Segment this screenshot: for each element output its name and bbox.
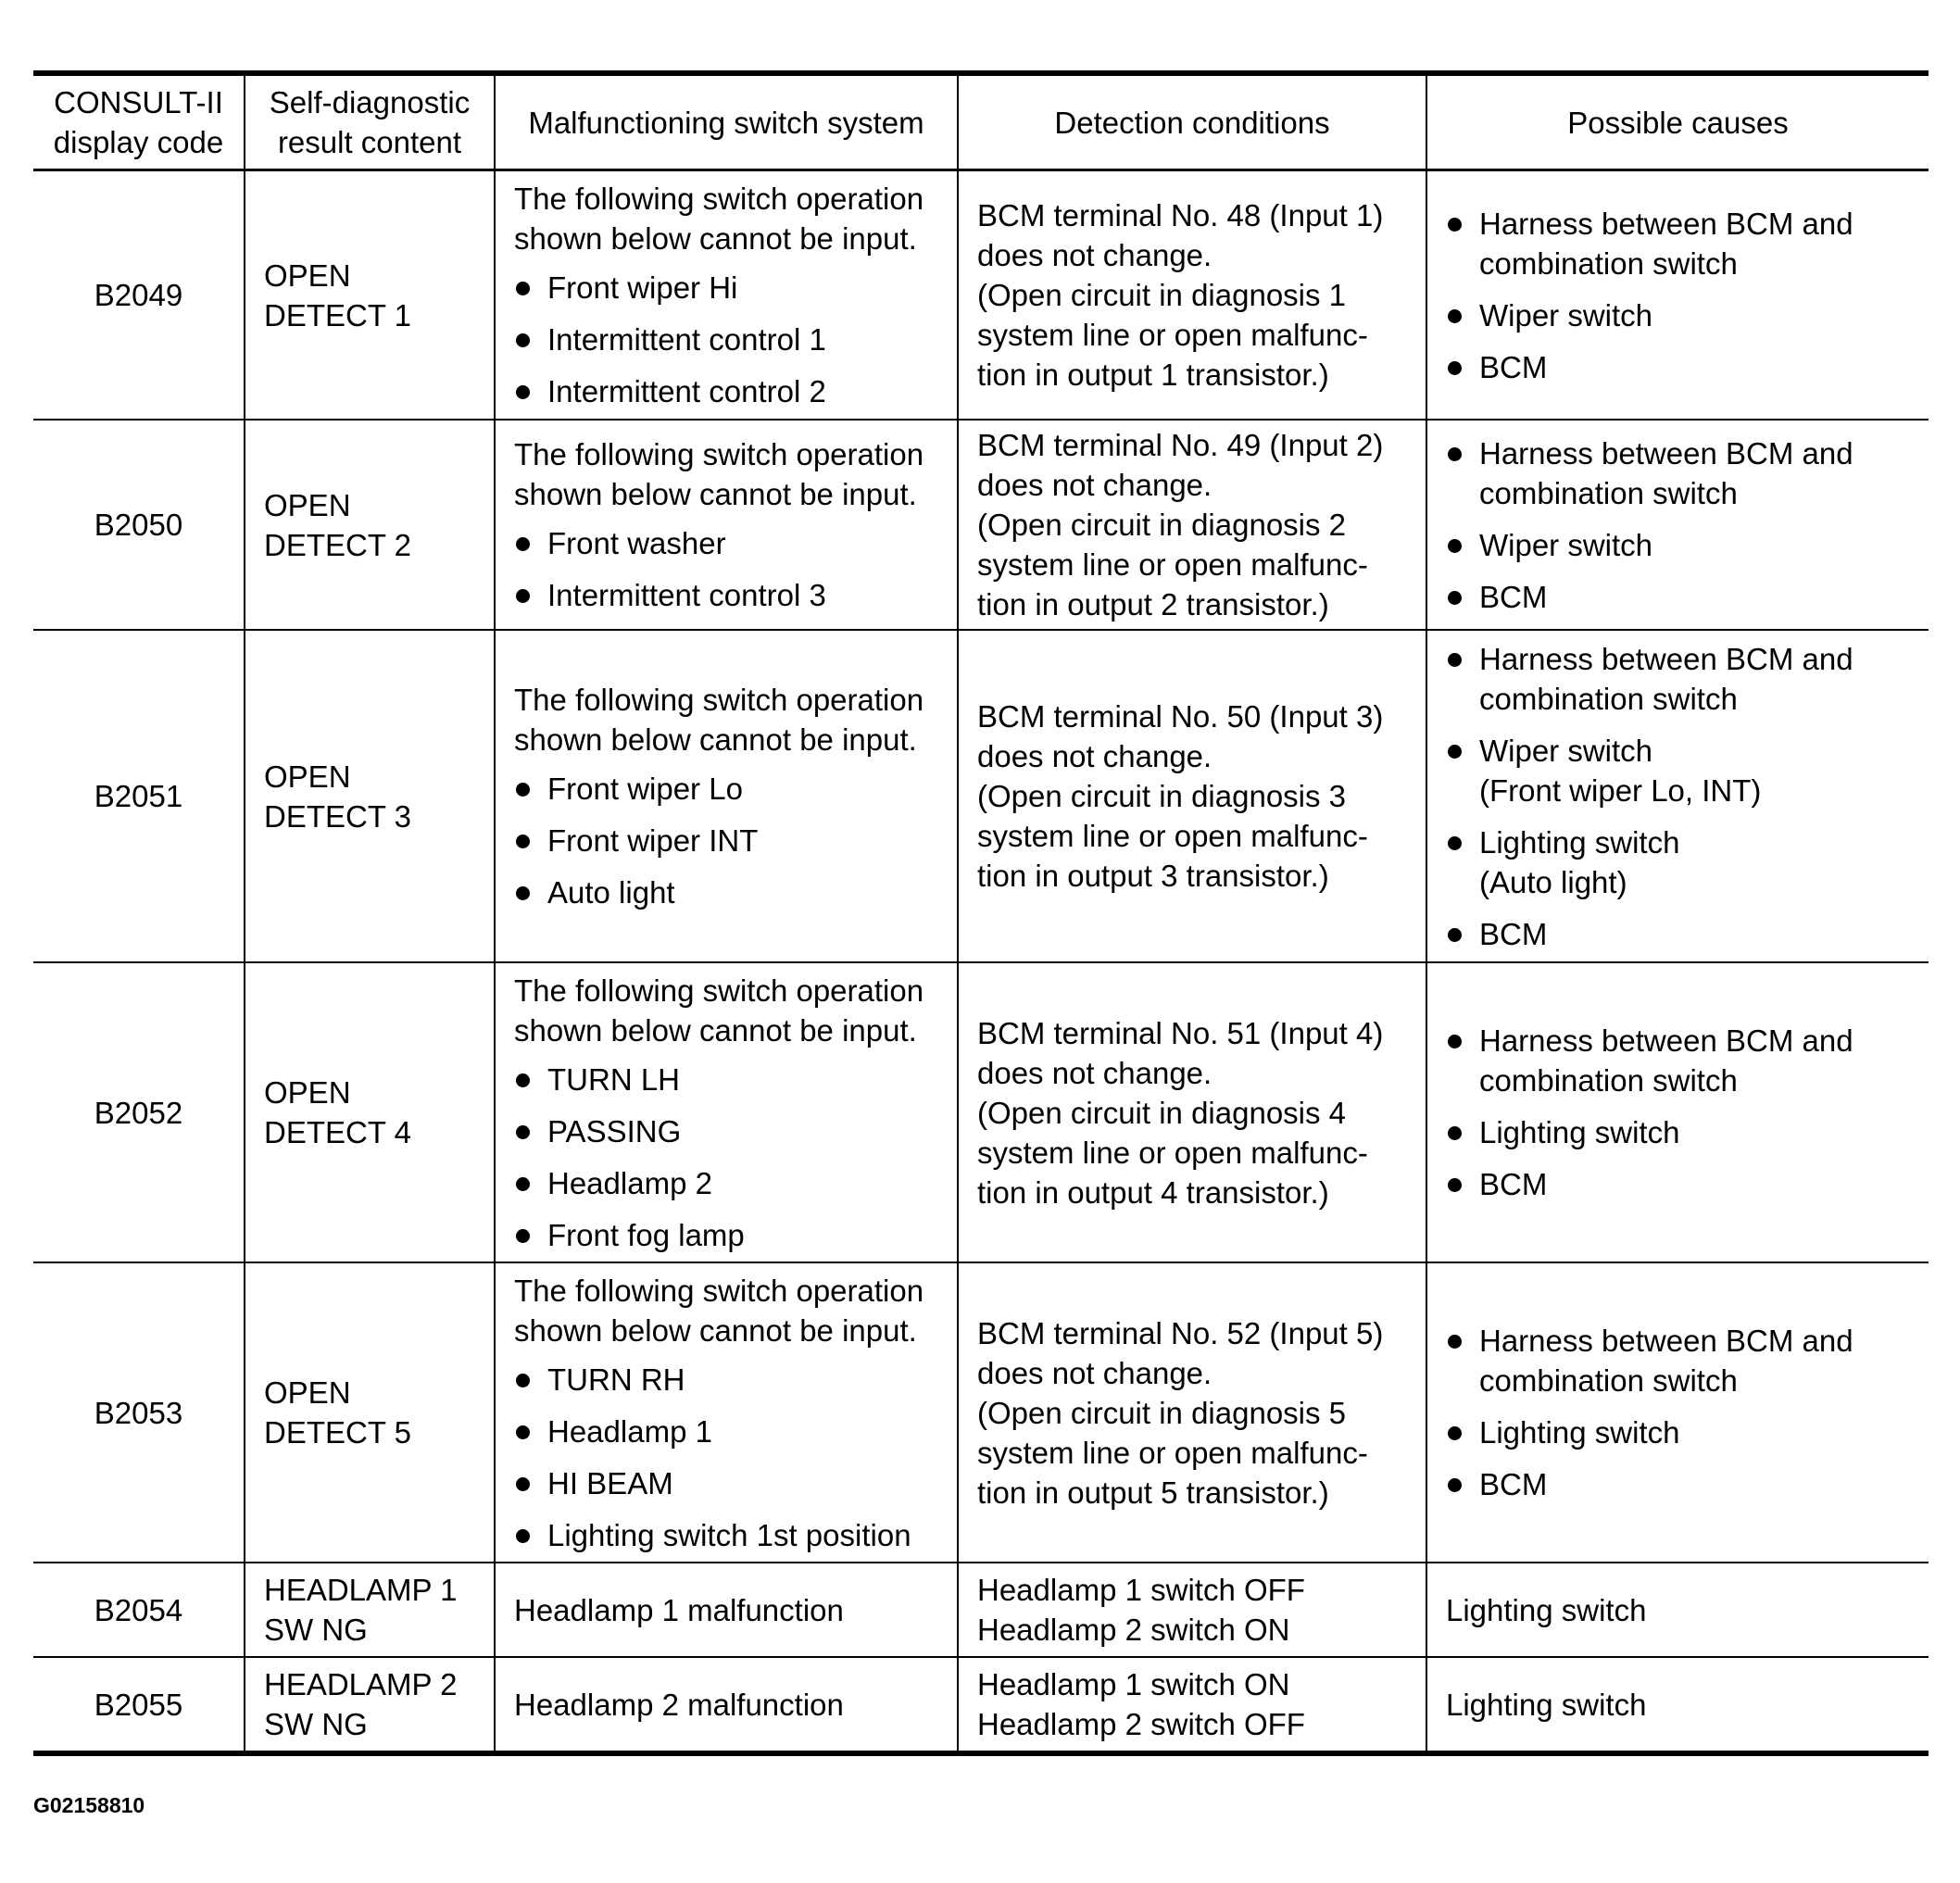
display-code: B2049 — [33, 170, 245, 421]
list-item: Harness between BCM and combination switch — [1446, 433, 1910, 513]
result-content: OPEN DETECT 1 — [245, 170, 495, 421]
list-item: Headlamp 2 — [514, 1163, 938, 1203]
bullet-icon — [516, 1073, 530, 1087]
list-item: BCM — [1446, 1464, 1910, 1504]
detection-conditions: BCM terminal No. 48 (Input 1) does not change. (Open circuit in diagnosis 1 system line or open malfunc- tion in output 1 transistor.) — [958, 170, 1426, 421]
header-display-code: CONSULT-II display code — [33, 73, 245, 170]
list-item: Harness between BCM and combination switch — [1446, 1321, 1910, 1400]
bullet-icon — [1448, 1478, 1462, 1492]
result-content: HEADLAMP 2 SW NG — [245, 1657, 495, 1753]
table-row — [33, 630, 1929, 962]
bullet-icon — [516, 385, 530, 399]
figure-id: G02158810 — [33, 1793, 145, 1817]
list-item: Front wiper Hi — [514, 268, 938, 308]
switch-system: Headlamp 1 malfunction — [495, 1563, 958, 1657]
switch-system-intro: The following switch operation shown below cannot be input. — [514, 683, 924, 757]
bullet-icon — [1448, 1035, 1462, 1048]
table-row — [33, 1657, 1929, 1753]
possible-causes — [1426, 630, 1929, 962]
list-item: Auto light — [514, 872, 938, 912]
bullet-icon — [1448, 309, 1462, 323]
list-item: Lighting switch — [1446, 1412, 1910, 1452]
table-row — [33, 420, 1929, 630]
bullet-icon — [1448, 1426, 1462, 1440]
list-item: Lighting switch — [1446, 1112, 1910, 1152]
header-result-content: Self-diagnostic result content — [245, 73, 495, 170]
list-item: Lighting switch (Auto light) — [1446, 822, 1910, 902]
switch-system — [495, 1262, 958, 1563]
bullet-icon — [516, 589, 530, 603]
causes-list — [1446, 204, 1910, 387]
detection-conditions: BCM terminal No. 52 (Input 5) does not change. (Open circuit in diagnosis 5 system line or open malfunc- tion in output 5 transistor.) — [958, 1262, 1426, 1563]
list-item: Wiper switch (Front wiper Lo, INT) — [1446, 731, 1910, 810]
list-item: Harness between BCM and combination switch — [1446, 639, 1910, 719]
possible-causes — [1426, 170, 1929, 421]
display-code: B2051 — [33, 630, 245, 962]
switch-system — [495, 170, 958, 421]
bullet-icon — [516, 333, 530, 347]
bullet-icon — [516, 1374, 530, 1387]
bullet-icon — [516, 537, 530, 551]
diagnosis-table — [33, 70, 1929, 1756]
possible-causes: Lighting switch — [1426, 1563, 1929, 1657]
bullet-icon — [516, 1529, 530, 1543]
switch-list — [514, 769, 938, 912]
detection-conditions: BCM terminal No. 50 (Input 3) does not change. (Open circuit in diagnosis 3 system line or open malfunc- tion in output 3 transistor.) — [958, 630, 1426, 962]
list-item: BCM — [1446, 914, 1910, 954]
result-content: OPEN DETECT 4 — [245, 962, 495, 1262]
result-content: OPEN DETECT 5 — [245, 1262, 495, 1563]
list-item: Front wiper INT — [514, 821, 938, 860]
header-row — [33, 73, 1929, 170]
switch-list — [514, 1360, 938, 1555]
switch-system — [495, 420, 958, 630]
bullet-icon — [516, 1229, 530, 1243]
bullet-icon — [516, 1425, 530, 1439]
bullet-icon — [1448, 218, 1462, 232]
result-content: HEADLAMP 1 SW NG — [245, 1563, 495, 1657]
list-item: Intermittent control 1 — [514, 320, 938, 359]
bullet-icon — [1448, 361, 1462, 375]
list-item: BCM — [1446, 577, 1910, 617]
list-item: Wiper switch — [1446, 295, 1910, 335]
list-item: Intermittent control 3 — [514, 575, 938, 615]
display-code: B2054 — [33, 1563, 245, 1657]
display-code: B2052 — [33, 962, 245, 1262]
header-possible-causes: Possible causes — [1426, 73, 1929, 170]
causes-list — [1446, 433, 1910, 617]
list-item: TURN RH — [514, 1360, 938, 1400]
bullet-icon — [1448, 447, 1462, 461]
detection-conditions: Headlamp 1 switch OFF Headlamp 2 switch ON — [958, 1563, 1426, 1657]
table-row — [33, 170, 1929, 421]
switch-list — [514, 268, 938, 411]
bullet-icon — [1448, 1126, 1462, 1140]
detection-conditions: Headlamp 1 switch ON Headlamp 2 switch OFF — [958, 1657, 1426, 1753]
bullet-icon — [516, 1125, 530, 1139]
causes-list — [1446, 1021, 1910, 1204]
bullet-icon — [1448, 591, 1462, 605]
table-row — [33, 1262, 1929, 1563]
list-item: BCM — [1446, 1164, 1910, 1204]
list-item: Harness between BCM and combination switch — [1446, 204, 1910, 283]
list-item: TURN LH — [514, 1060, 938, 1099]
list-item: PASSING — [514, 1111, 938, 1151]
bullet-icon — [516, 783, 530, 797]
result-content: OPEN DETECT 3 — [245, 630, 495, 962]
bullet-icon — [1448, 1178, 1462, 1192]
list-item: Lighting switch 1st position — [514, 1515, 938, 1555]
switch-system-intro: The following switch operation shown below cannot be input. — [514, 1273, 924, 1348]
bullet-icon — [1448, 1335, 1462, 1349]
bullet-icon — [1448, 836, 1462, 850]
display-code: B2055 — [33, 1657, 245, 1753]
switch-system — [495, 630, 958, 962]
list-item: BCM — [1446, 347, 1910, 387]
switch-system-intro: The following switch operation shown below cannot be input. — [514, 182, 924, 256]
causes-list — [1446, 1321, 1910, 1504]
display-code: B2050 — [33, 420, 245, 630]
list-item: Front fog lamp — [514, 1215, 938, 1255]
switch-list — [514, 523, 938, 615]
table-row — [33, 1563, 1929, 1657]
list-item: Headlamp 1 — [514, 1412, 938, 1451]
result-content: OPEN DETECT 2 — [245, 420, 495, 630]
list-item: Wiper switch — [1446, 525, 1910, 565]
bullet-icon — [516, 1177, 530, 1191]
detection-conditions: BCM terminal No. 49 (Input 2) does not change. (Open circuit in diagnosis 2 system line or open malfunc- tion in output 2 transistor.) — [958, 420, 1426, 630]
possible-causes: Lighting switch — [1426, 1657, 1929, 1753]
possible-causes — [1426, 962, 1929, 1262]
bullet-icon — [1448, 653, 1462, 667]
causes-list — [1446, 639, 1910, 954]
list-item: Harness between BCM and combination switch — [1446, 1021, 1910, 1100]
bullet-icon — [516, 1477, 530, 1491]
switch-system-intro: The following switch operation shown below cannot be input. — [514, 437, 924, 511]
bullet-icon — [1448, 539, 1462, 553]
switch-system — [495, 962, 958, 1262]
list-item: Intermittent control 2 — [514, 371, 938, 411]
bullet-icon — [1448, 745, 1462, 759]
possible-causes — [1426, 1262, 1929, 1563]
list-item: Front wiper Lo — [514, 769, 938, 809]
bullet-icon — [516, 282, 530, 295]
table-row — [33, 962, 1929, 1262]
switch-list — [514, 1060, 938, 1255]
bullet-icon — [1448, 928, 1462, 942]
detection-conditions: BCM terminal No. 51 (Input 4) does not change. (Open circuit in diagnosis 4 system line or open malfunc- tion in output 4 transistor.) — [958, 962, 1426, 1262]
display-code: B2053 — [33, 1262, 245, 1563]
list-item: HI BEAM — [514, 1463, 938, 1503]
possible-causes — [1426, 420, 1929, 630]
switch-system: Headlamp 2 malfunction — [495, 1657, 958, 1753]
bullet-icon — [516, 835, 530, 848]
header-switch-system: Malfunctioning switch system — [495, 73, 958, 170]
bullet-icon — [516, 886, 530, 900]
list-item: Front washer — [514, 523, 938, 563]
switch-system-intro: The following switch operation shown below cannot be input. — [514, 973, 924, 1048]
header-detection-conditions: Detection conditions — [958, 73, 1426, 170]
